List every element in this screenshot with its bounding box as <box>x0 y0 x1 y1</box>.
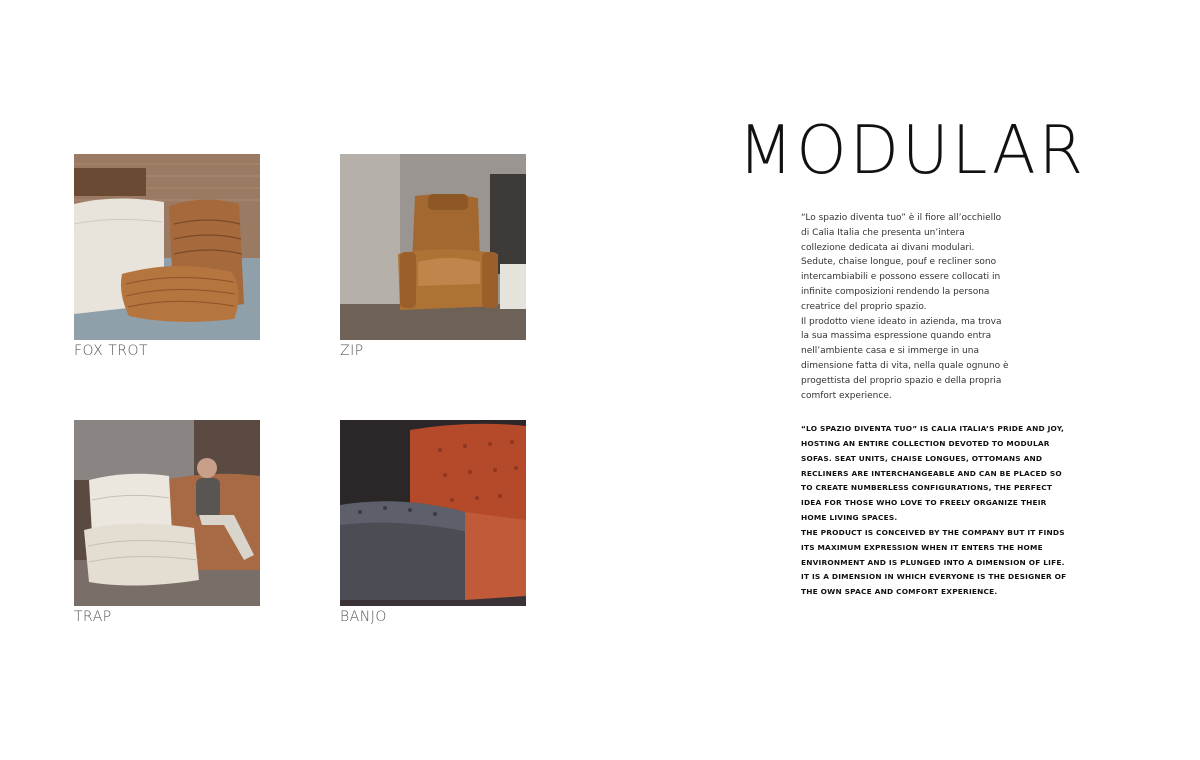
english-description <box>801 422 1073 600</box>
zip-recliner-photo <box>340 154 526 340</box>
product-card-trap[interactable] <box>74 420 260 625</box>
fox-trot-sofa-photo <box>74 154 260 340</box>
product-card-fox-trot[interactable] <box>74 154 260 359</box>
product-name-fox-trot: FOX TROT <box>74 343 149 359</box>
italian-paragraph-1: “Lo spazio diventa tuo” è il fiore all’occhiello di Calia Italia che presenta un’intera collezione dedicata ai divani modulari. Sedute, chaise longue, pouf e recliner sono intercambiabili e possono essere collocati in infinite composizioni rendendo la persona creatrice del proprio spazio. <box>801 213 1002 312</box>
page-title: MODULAR <box>738 112 1087 190</box>
product-name-trap: TRAP <box>74 609 112 625</box>
banjo-sofa-photo <box>340 420 526 606</box>
english-paragraph-2: THE PRODUCT IS CONCEIVED BY THE COMPANY BUT IT FINDS ITS MAXIMUM EXPRESSION WHEN IT ENTERS THE HOME ENVIRONMENT AND IS PLUNGED INTO A DIMENSION OF LIFE. IT IS A DIMENSION IN WHICH EVERYONE IS THE DESIGNER OF THE OWN SPACE AND COMFORT EXPERIENCE. <box>801 527 1067 597</box>
italian-description <box>801 211 1011 403</box>
product-name-zip: ZIP <box>340 343 364 359</box>
product-name-banjo: BANJO <box>340 609 387 625</box>
product-card-zip[interactable] <box>340 154 526 359</box>
trap-sofa-photo <box>74 420 260 606</box>
product-card-banjo[interactable] <box>340 420 526 625</box>
english-paragraph-1: “LO SPAZIO DIVENTA TUO” IS CALIA ITALIA’S PRIDE AND JOY, HOSTING AN ENTIRE COLLECTION DEVOTED TO MODULAR SOFAS. SEAT UNITS, CHAISE LONGUES, OTTOMANS AND RECLINERS ARE INTERCHANGEABLE AND CAN BE PLACED SO TO CREATE NUMBERLESS CONFIGURATIONS, THE PERFECT IDEA FOR THOSE WHO LOVE TO FREELY ORGANIZE THEIR HOME LIVING SPACES. <box>801 424 1065 523</box>
italian-paragraph-2: Il prodotto viene ideato in azienda, ma trova la sua massima espressione quando entra nell’ambiente casa e si immerge in una dimensione fatta di vita, nella quale ognuno è progettista del proprio spazio e della propria comfort experience. <box>801 316 1009 401</box>
